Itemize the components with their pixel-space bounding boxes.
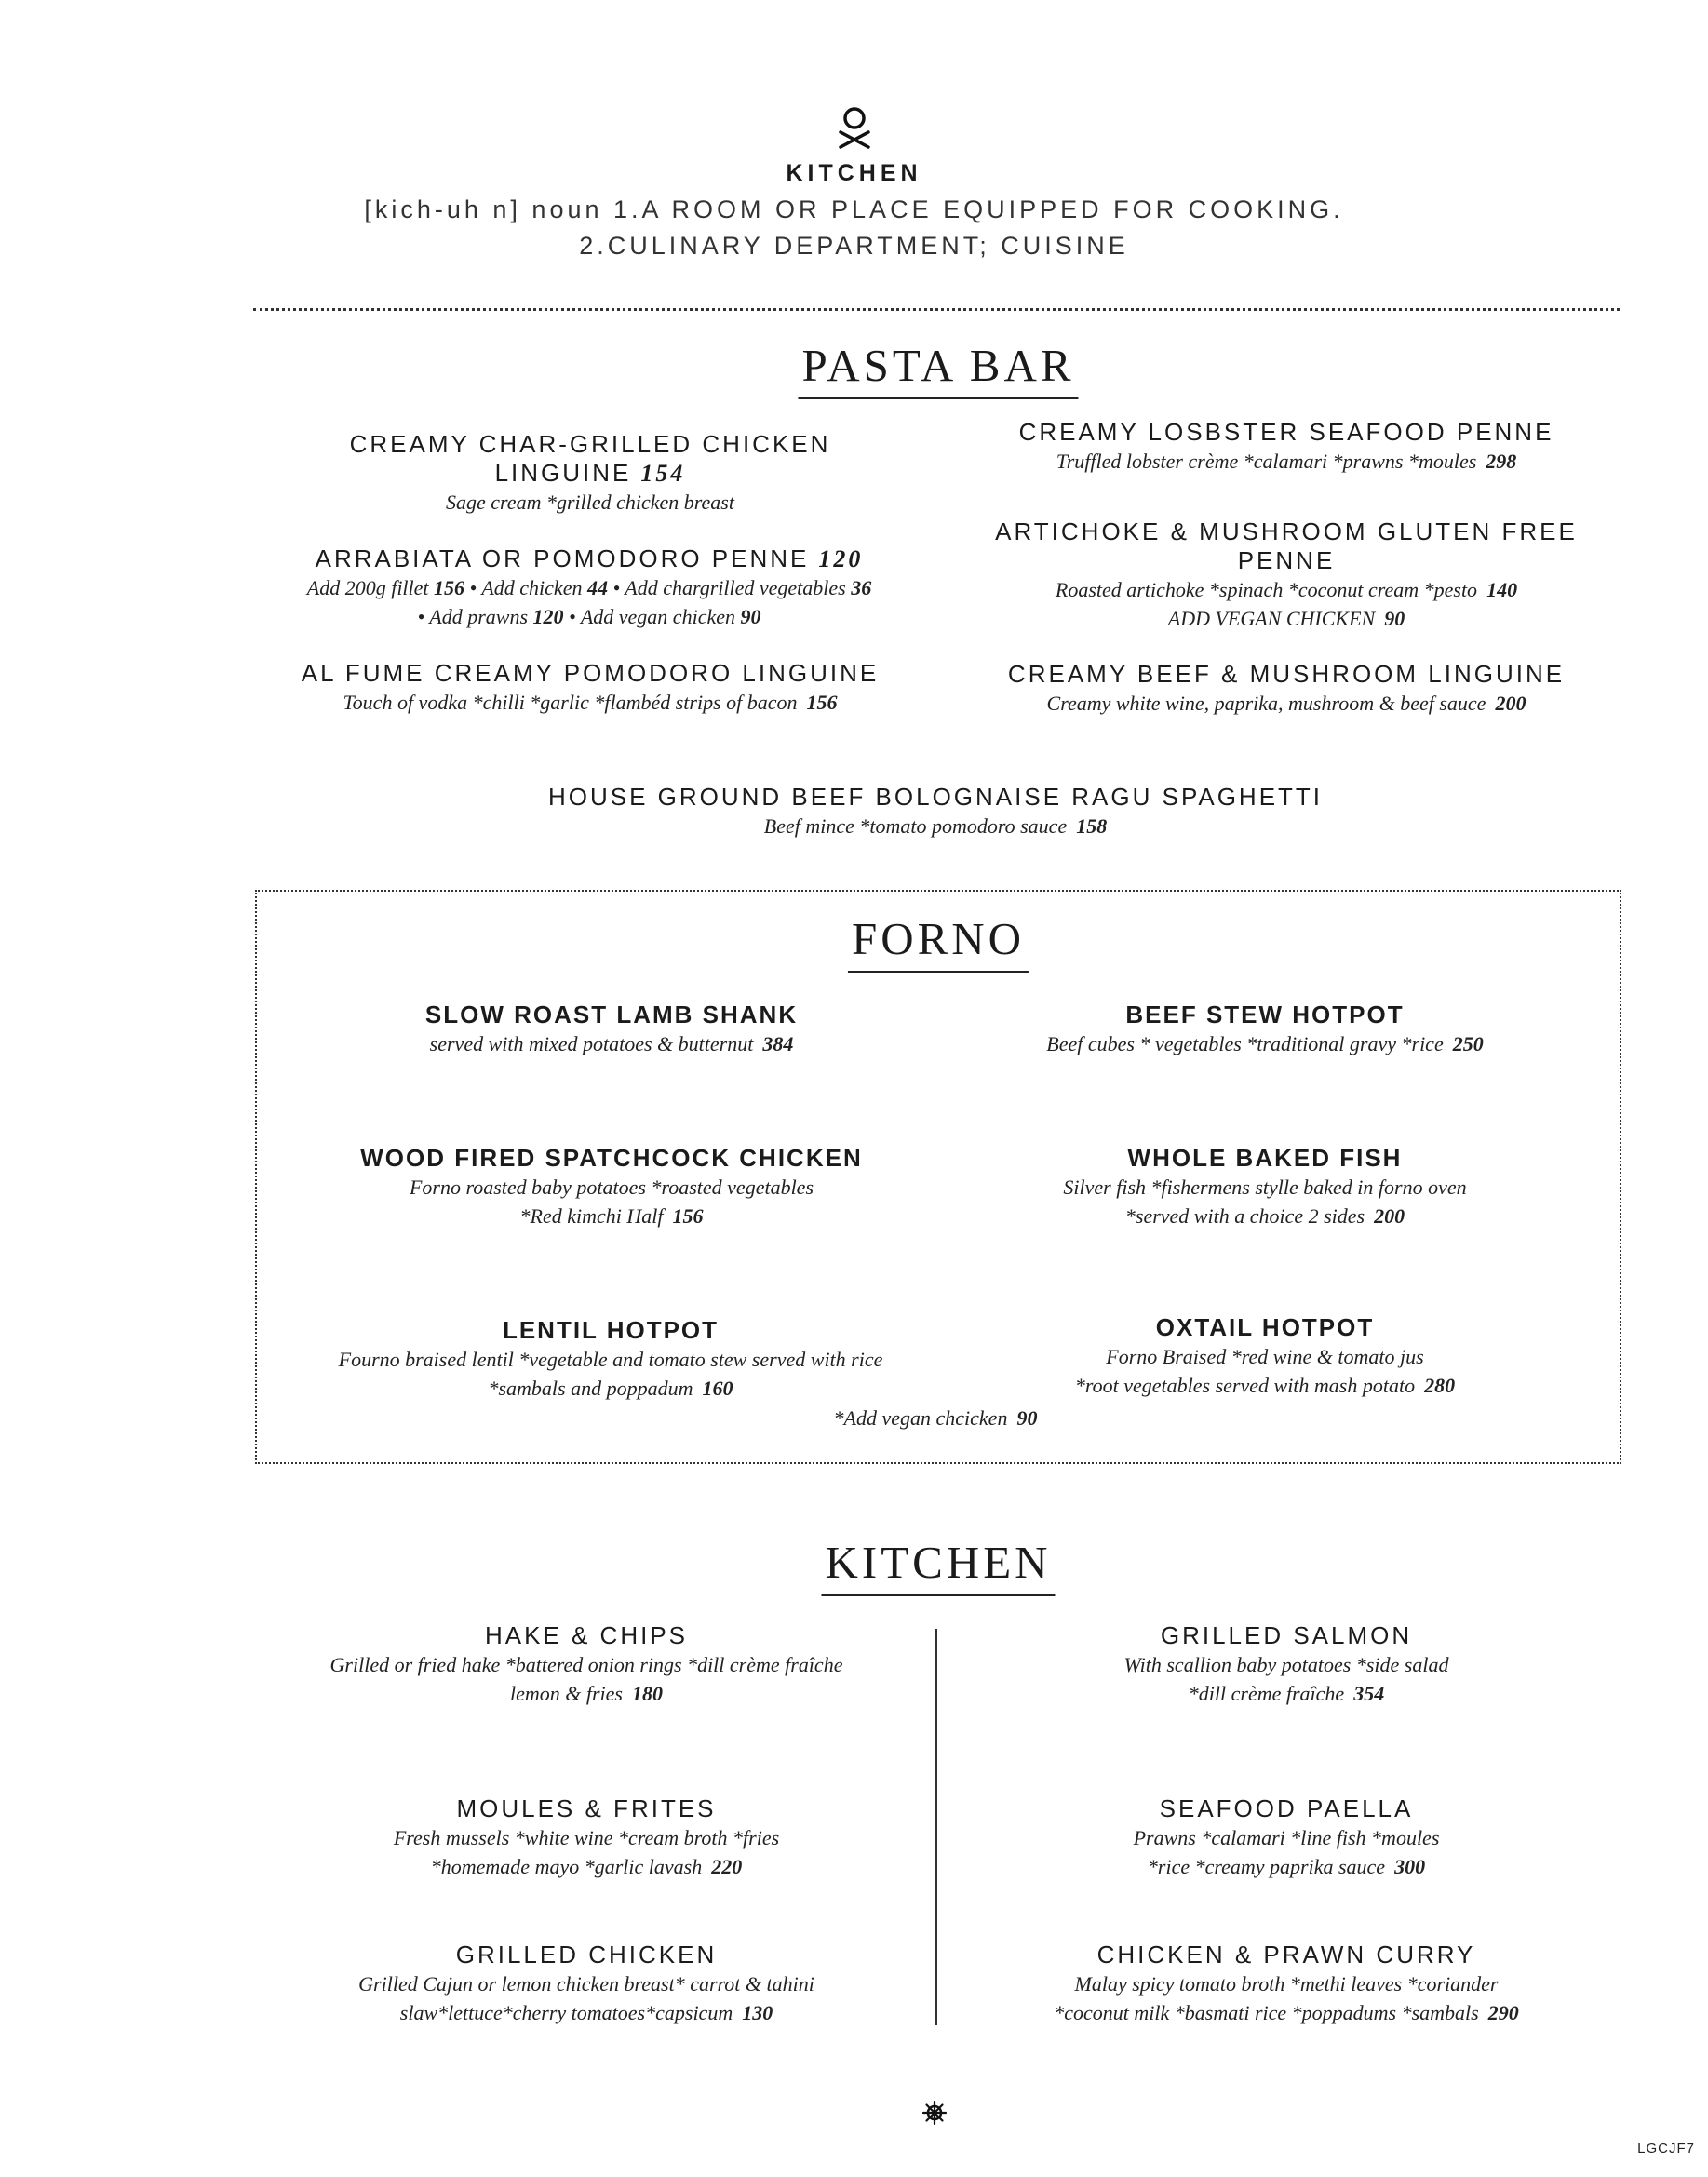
item-description: Fresh mussels *white wine *cream broth *fries xyxy=(393,1826,780,1849)
menu-item xyxy=(995,517,1578,633)
item-description: Beef mince *tomato pomodoro sauce xyxy=(763,814,1068,838)
item-description: ADD VEGAN CHICKEN xyxy=(1167,607,1376,630)
menu-item xyxy=(548,783,1323,840)
item-description: *sambals and poppadum xyxy=(488,1377,693,1400)
item-description: Forno Braised *red wine & tomato jus xyxy=(1106,1345,1424,1368)
item-description: Silver fish *fishermens stylle baked in forno oven xyxy=(1063,1176,1467,1199)
item-description: Creamy white wine, paprika, mushroom & beef sauce xyxy=(1046,692,1486,715)
menu-item xyxy=(394,1794,779,1881)
item-description: lemon & fries xyxy=(510,1682,623,1705)
item-name: HOUSE GROUND BEEF BOLOGNAISE RAGU SPAGHETTI xyxy=(547,783,1324,811)
item-name: ARTICHOKE & MUSHROOM GLUTEN FREE xyxy=(995,517,1578,545)
menu-item xyxy=(1054,1941,1518,2027)
menu-item xyxy=(360,1144,862,1230)
menu-item xyxy=(350,430,831,517)
item-name: CREAMY BEEF & MUSHROOM LINGUINE xyxy=(1007,660,1566,688)
addon-price: 90 xyxy=(740,605,761,628)
header-definition-line2: 2.CULINARY DEPARTMENT; CUISINE xyxy=(579,232,1129,260)
item-description: Touch of vodka *chilli *garlic *flambéd strips of bacon xyxy=(343,691,798,714)
item-name: ARRABIATA OR POMODORO PENNE xyxy=(315,544,810,572)
addon-label: • Add vegan chicken xyxy=(569,605,735,628)
menu-item xyxy=(339,1316,883,1403)
addon-label: Add 200g fillet xyxy=(306,576,429,599)
addon-label: • Add chargrilled vegetables xyxy=(612,576,846,599)
addon-price: 44 xyxy=(586,576,608,599)
footer-code: LGCJF7 xyxy=(1637,2141,1695,2157)
item-price: 140 xyxy=(1486,578,1518,601)
menu-item xyxy=(1075,1313,1455,1400)
item-description: *served with a choice 2 sides xyxy=(1124,1204,1365,1228)
item-name: PENNE xyxy=(1237,546,1336,574)
menu-item xyxy=(1046,1001,1483,1058)
item-description: *root vegetables served with mash potato xyxy=(1074,1374,1416,1397)
addon-price: 120 xyxy=(532,605,564,628)
item-description: *rice *creamy paprika sauce xyxy=(1147,1855,1386,1878)
item-name: GRILLED CHICKEN xyxy=(455,1941,718,1969)
kitchen-title: KITCHEN xyxy=(821,1536,1055,1596)
addon-price: 156 xyxy=(434,576,465,599)
item-price: 200 xyxy=(1374,1204,1405,1228)
pasta-bar-title: PASTA BAR xyxy=(798,339,1078,399)
item-price: 156 xyxy=(672,1204,704,1228)
item-name: WOOD FIRED SPATCHCOCK CHICKEN xyxy=(360,1144,863,1172)
item-name: SLOW ROAST LAMB SHANK xyxy=(424,1001,799,1028)
menu-item xyxy=(425,1001,798,1058)
item-name: CHICKEN & PRAWN CURRY xyxy=(1096,1941,1476,1969)
item-price: 298 xyxy=(1486,450,1517,473)
item-price: 384 xyxy=(762,1032,794,1055)
addon-price: 90 xyxy=(1016,1406,1038,1430)
header-title: KITCHEN xyxy=(786,160,922,186)
item-name: OXTAIL HOTPOT xyxy=(1155,1313,1375,1341)
item-description: Fourno braised lentil *vegetable and tomato stew served with rice xyxy=(338,1348,883,1371)
item-name: WHOLE BAKED FISH xyxy=(1127,1144,1403,1172)
item-price: 250 xyxy=(1452,1032,1484,1055)
item-price: 156 xyxy=(806,691,838,714)
forno-addon xyxy=(834,1404,1038,1432)
item-price: 160 xyxy=(702,1377,733,1400)
item-name: HAKE & CHIPS xyxy=(484,1621,689,1649)
forno-title: FORNO xyxy=(848,912,1029,973)
menu-item xyxy=(1124,1621,1449,1708)
addon-label: • Add prawns xyxy=(417,605,529,628)
item-name: BEEF STEW HOTPOT xyxy=(1125,1001,1405,1028)
item-price: 120 xyxy=(818,545,864,572)
item-description: Beef cubes * vegetables *traditional gravy *rice xyxy=(1046,1032,1444,1055)
header-definition-line1: [kich-uh n] noun 1.A ROOM OR PLACE EQUIPPED FOR COOKING. xyxy=(364,195,1344,223)
item-price: 200 xyxy=(1495,692,1526,715)
item-price: 220 xyxy=(711,1855,743,1878)
kitchen-utensils-icon xyxy=(831,104,878,153)
item-price: 354 xyxy=(1353,1682,1385,1705)
item-description: Truffled lobster crème *calamari *prawns *moules xyxy=(1056,450,1477,473)
item-description: Sage cream *grilled chicken breast xyxy=(446,490,734,514)
item-description: served with mixed potatoes & butternut xyxy=(429,1032,754,1055)
item-description: *coconut milk *basmati rice *poppadums *sambals xyxy=(1054,2001,1479,2024)
item-name: AL FUME CREAMY POMODORO LINGUINE xyxy=(301,659,880,687)
item-description: With scallion baby potatoes *side salad xyxy=(1123,1653,1449,1676)
addon-price: 36 xyxy=(851,576,872,599)
item-description: Grilled or fried hake *battered onion rings *dill crème fraîche xyxy=(329,1653,843,1676)
item-price: 158 xyxy=(1076,814,1108,838)
item-name: GRILLED SALMON xyxy=(1160,1621,1413,1649)
item-price: 290 xyxy=(1487,2001,1519,2024)
item-description: *Red kimchi Half xyxy=(519,1204,664,1228)
menu-item xyxy=(307,544,871,631)
item-name: SEAFOOD PAELLA xyxy=(1159,1794,1414,1822)
item-name: MOULES & FRITES xyxy=(456,1794,717,1822)
addon-label: • Add chicken xyxy=(469,576,583,599)
menu-item xyxy=(1134,1794,1440,1881)
item-description: Forno roasted baby potatoes *roasted vegetables xyxy=(409,1176,814,1199)
ship-wheel-icon xyxy=(922,2101,947,2125)
menu-item xyxy=(302,659,879,717)
item-description: slaw*lettuce*cherry tomatoes*capsicum xyxy=(399,2001,733,2024)
menu-item xyxy=(1019,418,1554,476)
item-price: 90 xyxy=(1384,607,1405,630)
item-description: Grilled Cajun or lemon chicken breast* carrot & tahini xyxy=(358,1972,814,1996)
item-description: Roasted artichoke *spinach *coconut cream *pesto xyxy=(1055,578,1478,601)
item-price: 154 xyxy=(640,460,686,487)
item-description: *homemade mayo *garlic lavash xyxy=(430,1855,703,1878)
addon-label: *Add vegan chcicken xyxy=(833,1406,1008,1430)
item-name: CREAMY CHAR-GRILLED CHICKEN xyxy=(349,430,831,458)
item-name: LENTIL HOTPOT xyxy=(502,1316,720,1344)
menu-item xyxy=(330,1621,843,1708)
item-description: *dill crème fraîche xyxy=(1188,1682,1345,1705)
item-price: 130 xyxy=(742,2001,773,2024)
item-name: LINGUINE xyxy=(494,459,632,487)
menu-item xyxy=(1008,660,1565,718)
item-name: CREAMY LOSBSTER SEAFOOD PENNE xyxy=(1018,418,1554,446)
item-price: 280 xyxy=(1424,1374,1456,1397)
item-description: Malay spicy tomato broth *methi leaves *coriander xyxy=(1074,1972,1499,1996)
header-divider xyxy=(253,308,1620,311)
menu-item xyxy=(1063,1144,1466,1230)
item-price: 180 xyxy=(632,1682,663,1705)
item-description: Prawns *calamari *line fish *moules xyxy=(1133,1826,1440,1849)
column-divider xyxy=(935,1629,937,2025)
item-price: 300 xyxy=(1394,1855,1426,1878)
menu-item xyxy=(358,1941,814,2027)
